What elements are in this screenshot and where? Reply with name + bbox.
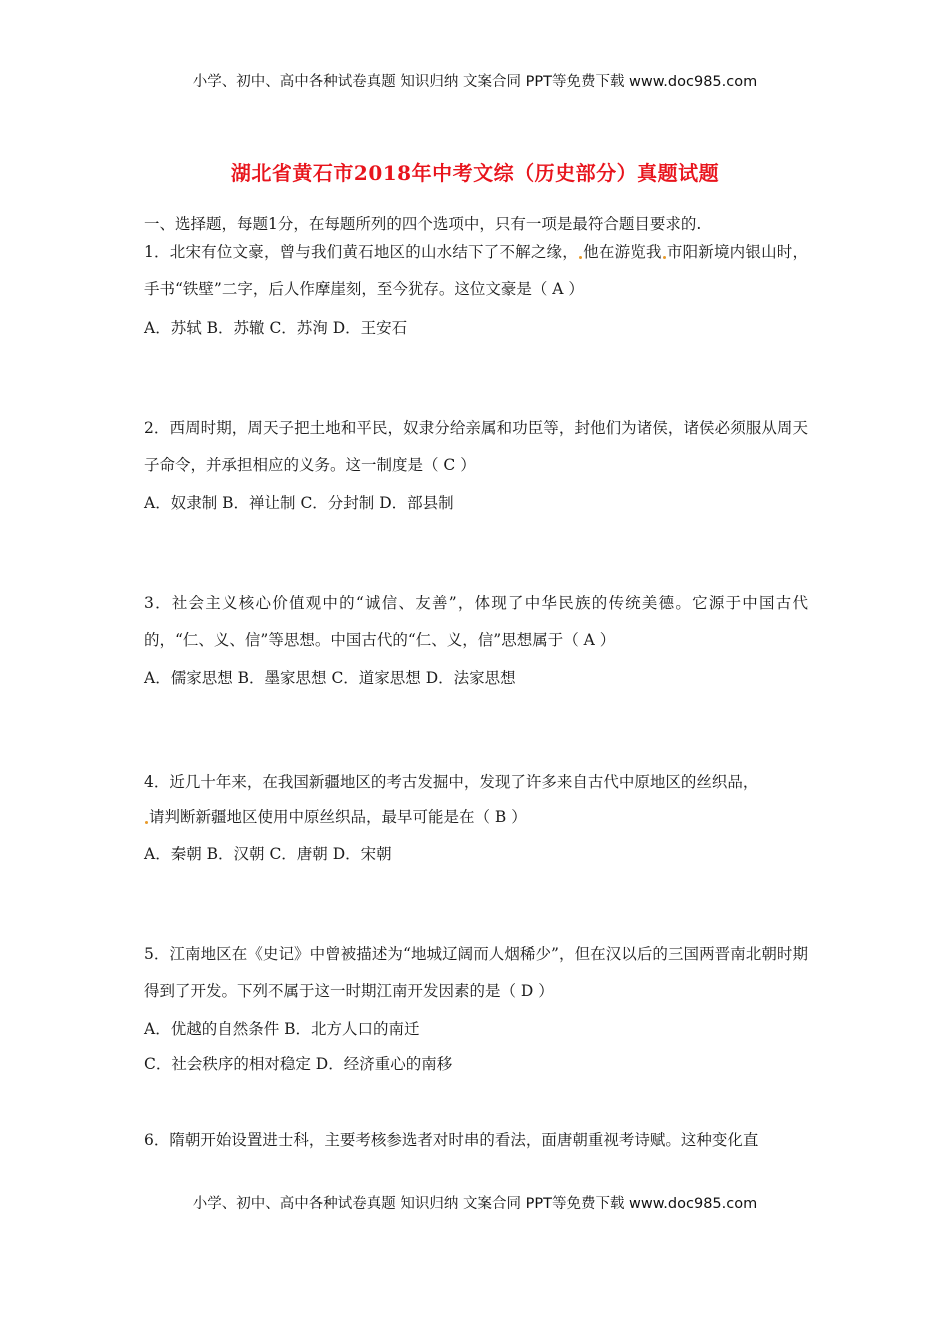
question-4-stem-line2 — [144, 805, 527, 827]
question-2-stem: 2．西周时期，周天子把土地和平民，奴隶分给亲属和功臣等，封他们为诸侯，诸侯必须服从周天子命令，并承担相应的义务。这一制度是（ C ） — [144, 419, 808, 474]
marker-dot-icon — [579, 256, 582, 259]
question-1-stem-part2: 他在游览我 — [582, 243, 662, 261]
question-2-options: A．奴隶制 B．禅让制 C．分封制 D．部县制 — [144, 494, 454, 512]
question-1-stem-part1: 1．北宋有位文豪，曾与我们黄石地区的山水结下了不解之缘， — [144, 243, 578, 261]
question-1-stem-part3: 市阳新境内银山时，手书“铁壁”二字，后人作摩崖刻，至今犹存。这位文豪是（ A ） — [144, 243, 808, 298]
question-5-options-row2: C．社会秩序的相对稳定 D．经济重心的南移 — [144, 1055, 453, 1073]
question-5-stem: 5．江南地区在《史记》中曾被描述为“地城辽阔而人烟稀少”，但在汉以后的三国两晋南北朝时期得到了开发。下列不属于这一时期江南开发因素的是（ D ） — [144, 945, 808, 1000]
marker-dot-icon — [145, 821, 148, 824]
question-1-options: A．苏轼 B．苏辙 C．苏洵 D．王安石 — [144, 319, 408, 337]
section-instruction: 一、选择题，每题1分，在每题所列的四个选项中，只有一项是最符合题目要求的. — [144, 215, 702, 233]
question-4-options: A．秦朝 B．汉朝 C．唐朝 D．宋朝 — [144, 845, 392, 863]
question-3-stem: 3．社会主义核心价值观中的“诚信、友善”，体现了中华民族的传统美德。它源于中国古代的，“仁、义、信”等思想。中国古代的“仁、义，信”思想属于（ A ） — [144, 594, 808, 649]
question-1-stem — [144, 234, 808, 308]
marker-dot-icon — [663, 256, 666, 259]
question-6-stem: 6．隋朝开始设置进士科，主要考核参选者对时串的看法，面唐朝重视考诗赋。这种变化直 — [144, 1131, 759, 1149]
question-4-stem-part2: 请判断新疆地区使用中原丝织品，最早可能是在（ B ） — [149, 808, 527, 826]
page-footer: 小学、初中、高中各种试卷真题 知识归纳 文案合同 PPT等免费下载 www.doc985.com — [192, 1196, 758, 1212]
question-3-options: A．儒家思想 B．墨家思想 C．道家思想 D．法家思想 — [144, 669, 516, 687]
page-header: 小学、初中、高中各种试卷真题 知识归纳 文案合同 PPT等免费下载 www.doc985.com — [192, 74, 758, 90]
question-5-options-row1: A．优越的自然条件 B．北方人口的南迁 — [144, 1020, 420, 1038]
page-title: 湖北省黄石市2018年中考文综（历史部分）真题试题 — [230, 161, 720, 185]
question-4-stem-line1: 4．近几十年来，在我国新疆地区的考古发掘中，发现了许多来自古代中原地区的丝织品， — [144, 773, 759, 791]
